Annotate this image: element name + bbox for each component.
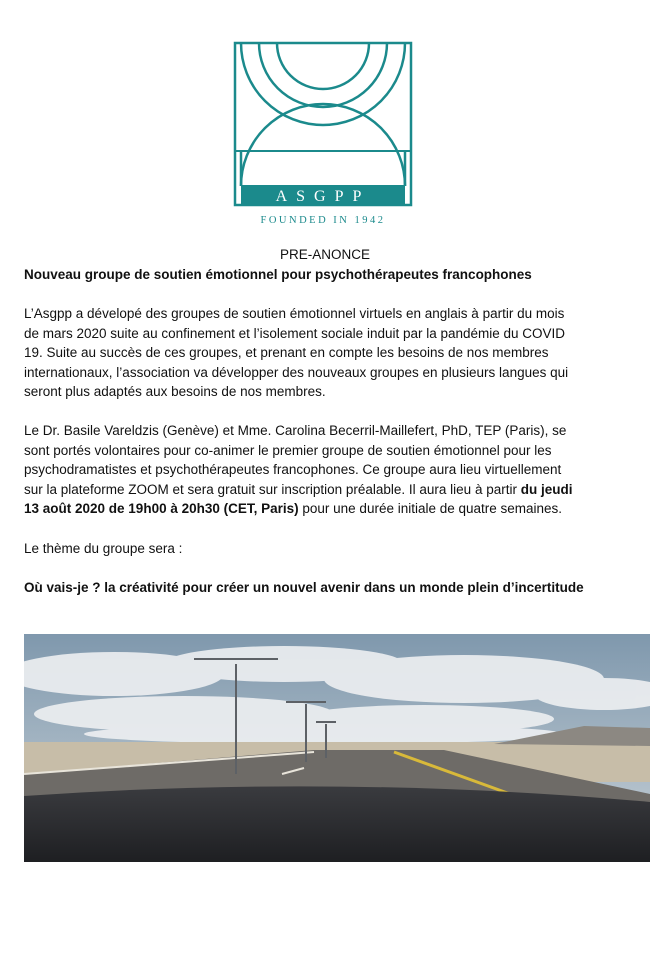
document-title: Nouveau groupe de soutien émotionnel pour psychothérapeutes francophones xyxy=(24,267,532,282)
logo-founded: FOUNDED IN 1942 xyxy=(260,215,386,226)
preannonce-label: PRE-ANONCE xyxy=(279,247,370,262)
theme-title: Où vais-je ? la créativité pour créer un nouvel avenir dans un monde plein d’incertitude xyxy=(24,580,584,595)
paragraph-facilitators xyxy=(24,421,630,519)
paragraph-intro xyxy=(24,304,630,402)
text-line xyxy=(24,499,630,519)
logo-side-lines xyxy=(241,151,405,186)
date-highlight-start: du jeudi xyxy=(520,481,573,497)
theme-intro: Le thème du groupe sera : xyxy=(24,541,183,556)
date-highlight: 13 août 2020 de 19h00 à 20h30 (CET, Paris) xyxy=(24,501,299,516)
text-line: sont portés volontaires pour co-animer le premier groupe de soutien émotionnel pour les xyxy=(24,442,552,458)
logo-acronym: ASGPP xyxy=(275,188,371,205)
text-line: internationaux, l’association va développer des nouveaux groupes en plusieurs langues qui xyxy=(24,364,569,380)
text-line: L’Asgpp a dévelopé des groupes de soutien émotionnel virtuels en anglais à partir du mois xyxy=(24,306,565,321)
text-line: psychodramatistes et psychothérapeutes francophones. Ce groupe aura lieu virtuellement xyxy=(24,462,562,477)
text-line: Le Dr. Basile Vareldzis (Genève) et Mme. Carolina Becerril-Maillefert, PhD, TEP (Paris), se xyxy=(24,423,567,438)
logo-arc-lower xyxy=(241,104,405,186)
road-photo xyxy=(24,634,650,862)
text-line: de mars 2020 suite au confinement et l’isolement sociale induit par la pandémie du COVID xyxy=(24,325,566,341)
car-dashboard xyxy=(24,786,650,862)
text-segment: pour une durée initiale de quatre semaines. xyxy=(298,501,563,516)
asgpp-logo xyxy=(233,41,413,226)
logo-arc-outer xyxy=(241,43,405,125)
text-line: 19. Suite au succès de ces groupes, et prenant en compte les besoins de nos membres xyxy=(24,345,549,360)
logo-arc-inner xyxy=(277,43,369,89)
text-line: seront plus adaptés aux besoins de nos membres. xyxy=(24,384,326,399)
text-line xyxy=(24,480,630,500)
text-segment: sur la plateforme ZOOM et sera gratuit sur inscription préalable. Il aura lieu à partir xyxy=(24,481,517,497)
